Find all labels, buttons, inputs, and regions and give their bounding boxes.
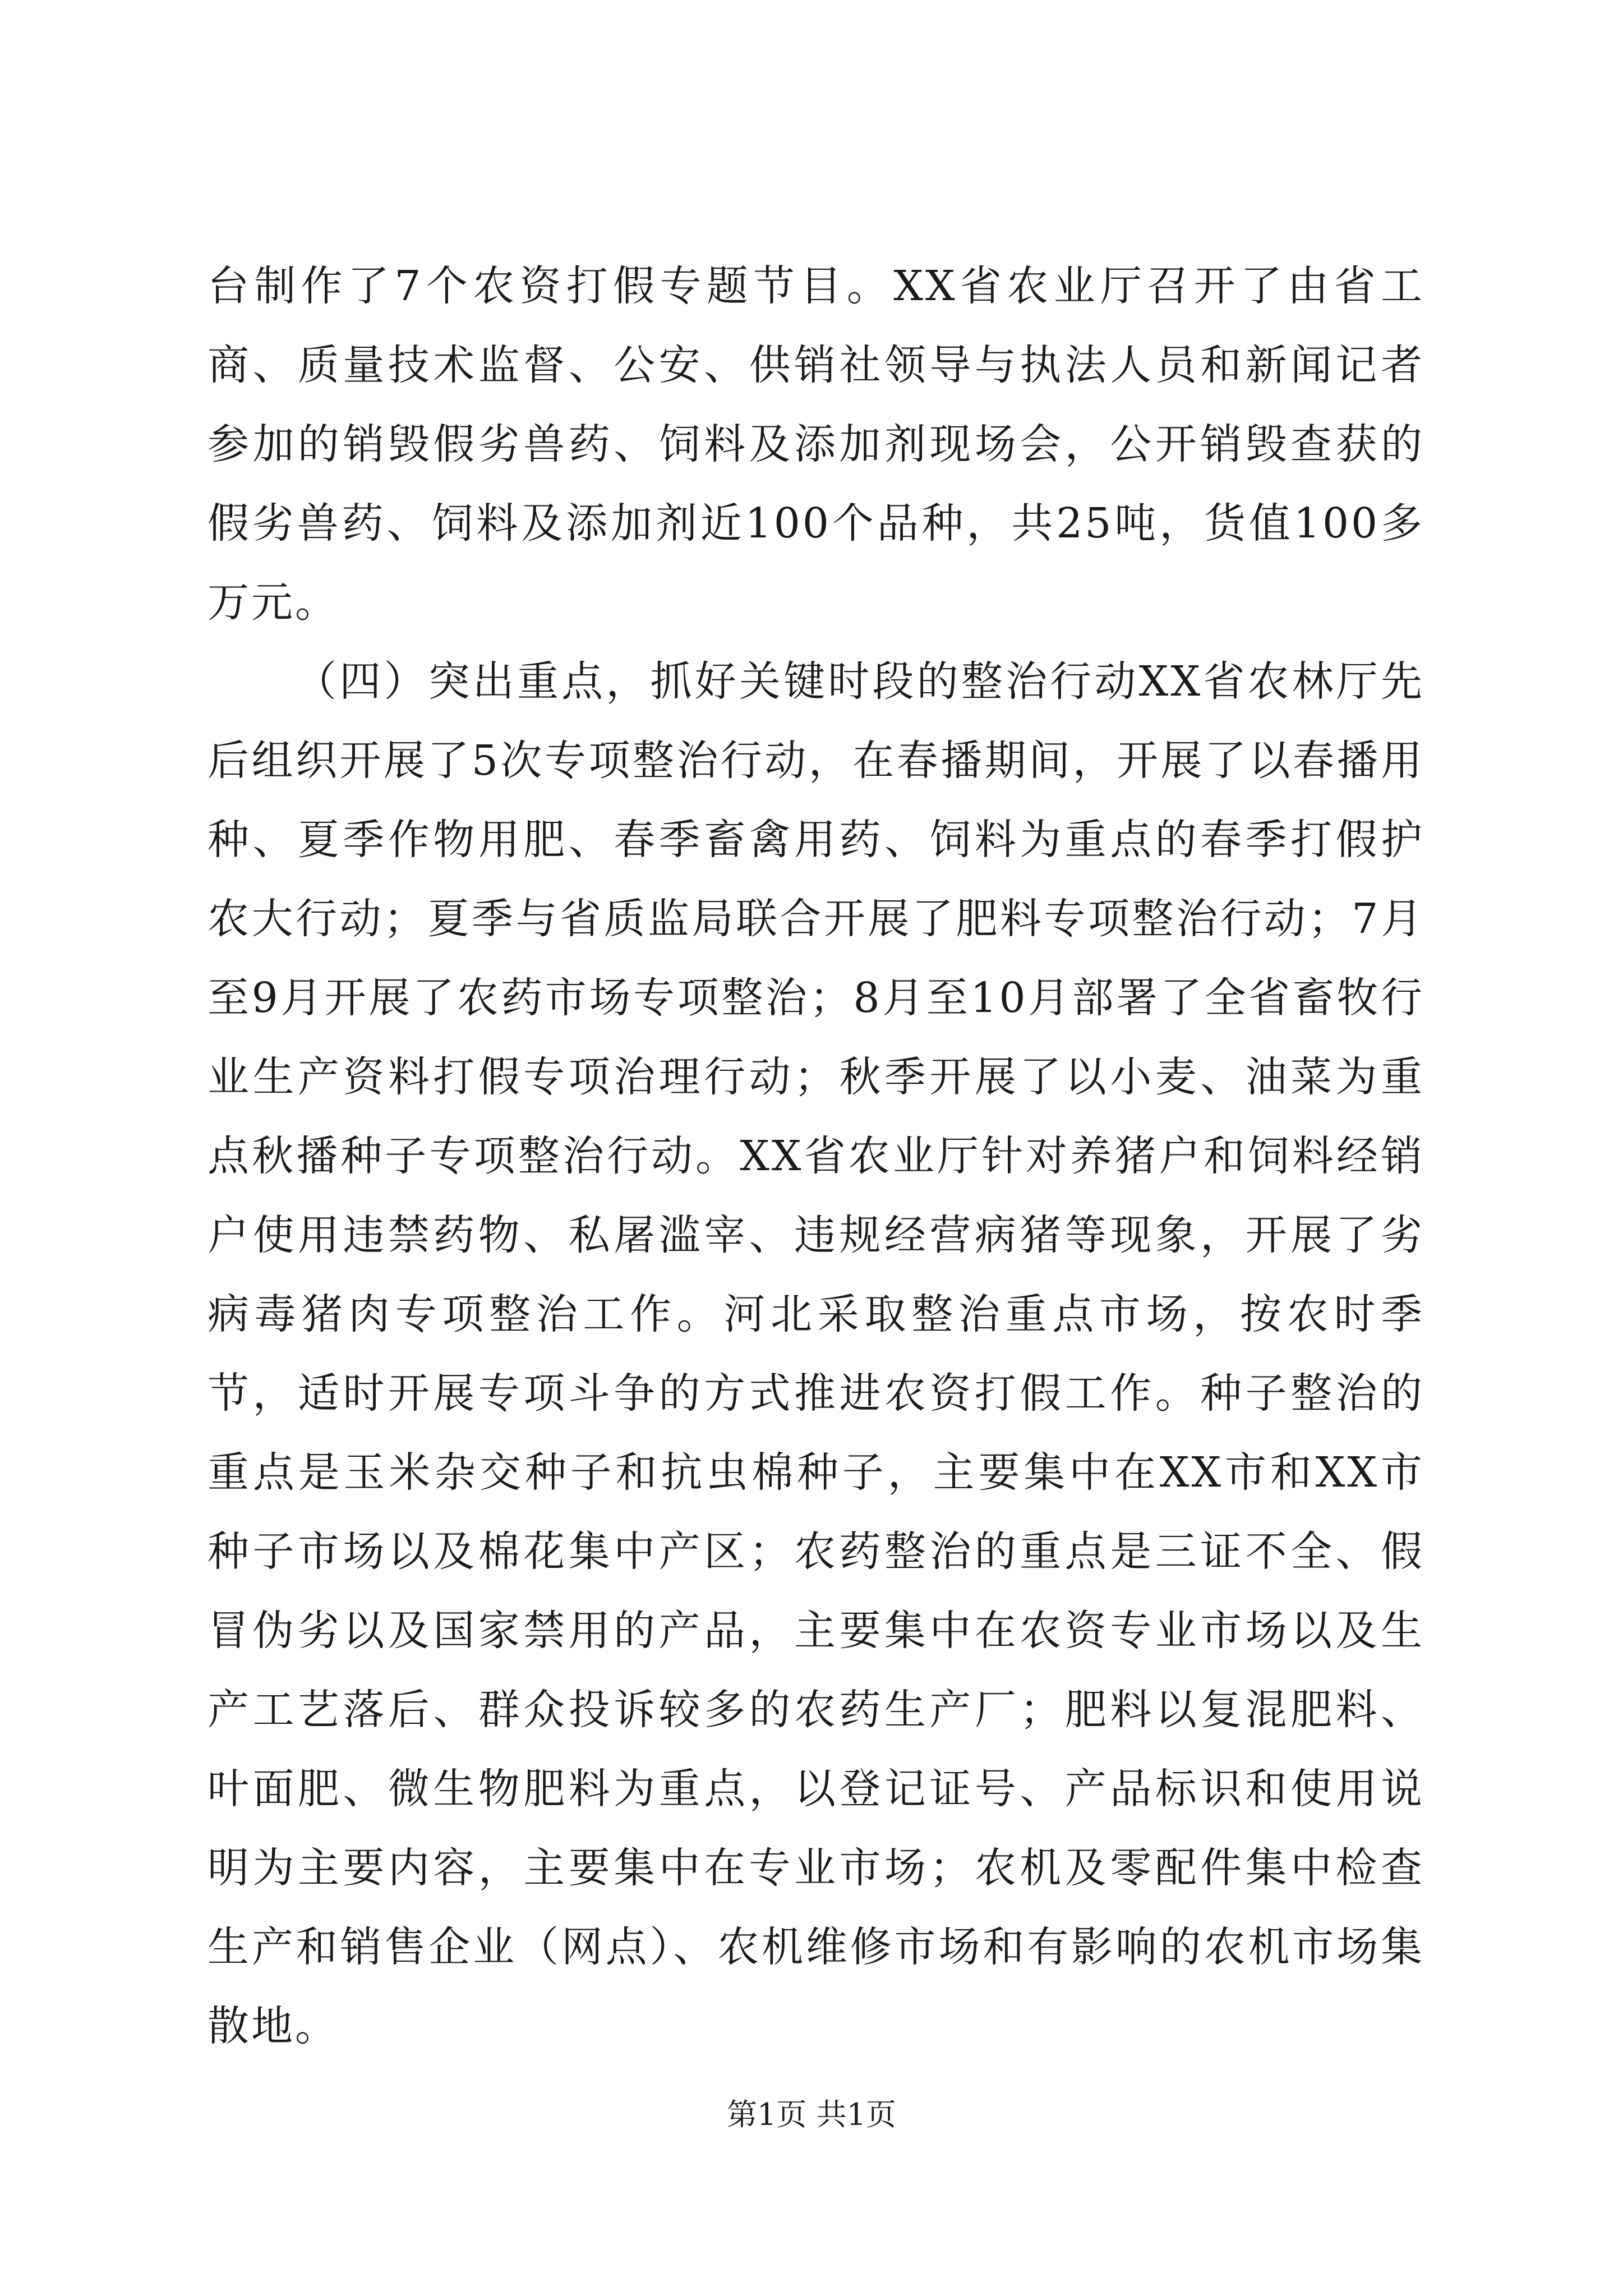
document-body — [208, 247, 1424, 2066]
paragraph-section-four: （四）突出重点，抓好关键时段的整治行动XX省农林厅先后组织开展了5次专项整治行动，在春播期间，开展了以春播用种、夏季作物用肥、春季畜禽用药、饲料为重点的春季打假护农大行动；夏季与省质监局联合开展了肥料专项整治行动；7月至9月开展了农药市场专项整治；8月至10月部署了全省畜牧行业生产资料打假专项治理行动；秋季开展了以小麦、油菜为重点秋播种子专项整治行动。XX省农业厅针对养猪户和饲料经销户使用违禁药物、私屠滥宰、违规经营病猪等现象，开展了劣病毒猪肉专项整治工作。河北采取整治重点市场，按农时季节，适时开展专项斗争的方式推进农资打假工作。种子整治的重点是玉米杂交种子和抗虫棉种子，主要集中在XX市和XX市种子市场以及棉花集中产区；农药整治的重点是三证不全、假冒伪劣以及国家禁用的产品，主要集中在农资专业市场以及生产工艺落后、群众投诉较多的农药生产厂；肥料以复混肥料、叶面肥、微生物肥料为重点，以登记证号、产品标识和使用说明为主要内容，主要集中在专业市场；农机及零配件集中检查生产和销售企业（网点）、农机维修市场和有影响的农机市场集散地。 — [208, 657, 1424, 2050]
page-number-footer: 第1页 共1页 — [727, 2097, 896, 2132]
paragraph-continued: 台制作了7个农资打假专题节目。XX省农业厅召开了由省工商、质量技术监督、公安、供销社领导与执法人员和新闻记者参加的销毁假劣兽药、饲料及添加剂现场会，公开销毁查获的假劣兽药、饲料及添加剂近100个品种，共25吨，货值100多万元。 — [208, 262, 1424, 627]
